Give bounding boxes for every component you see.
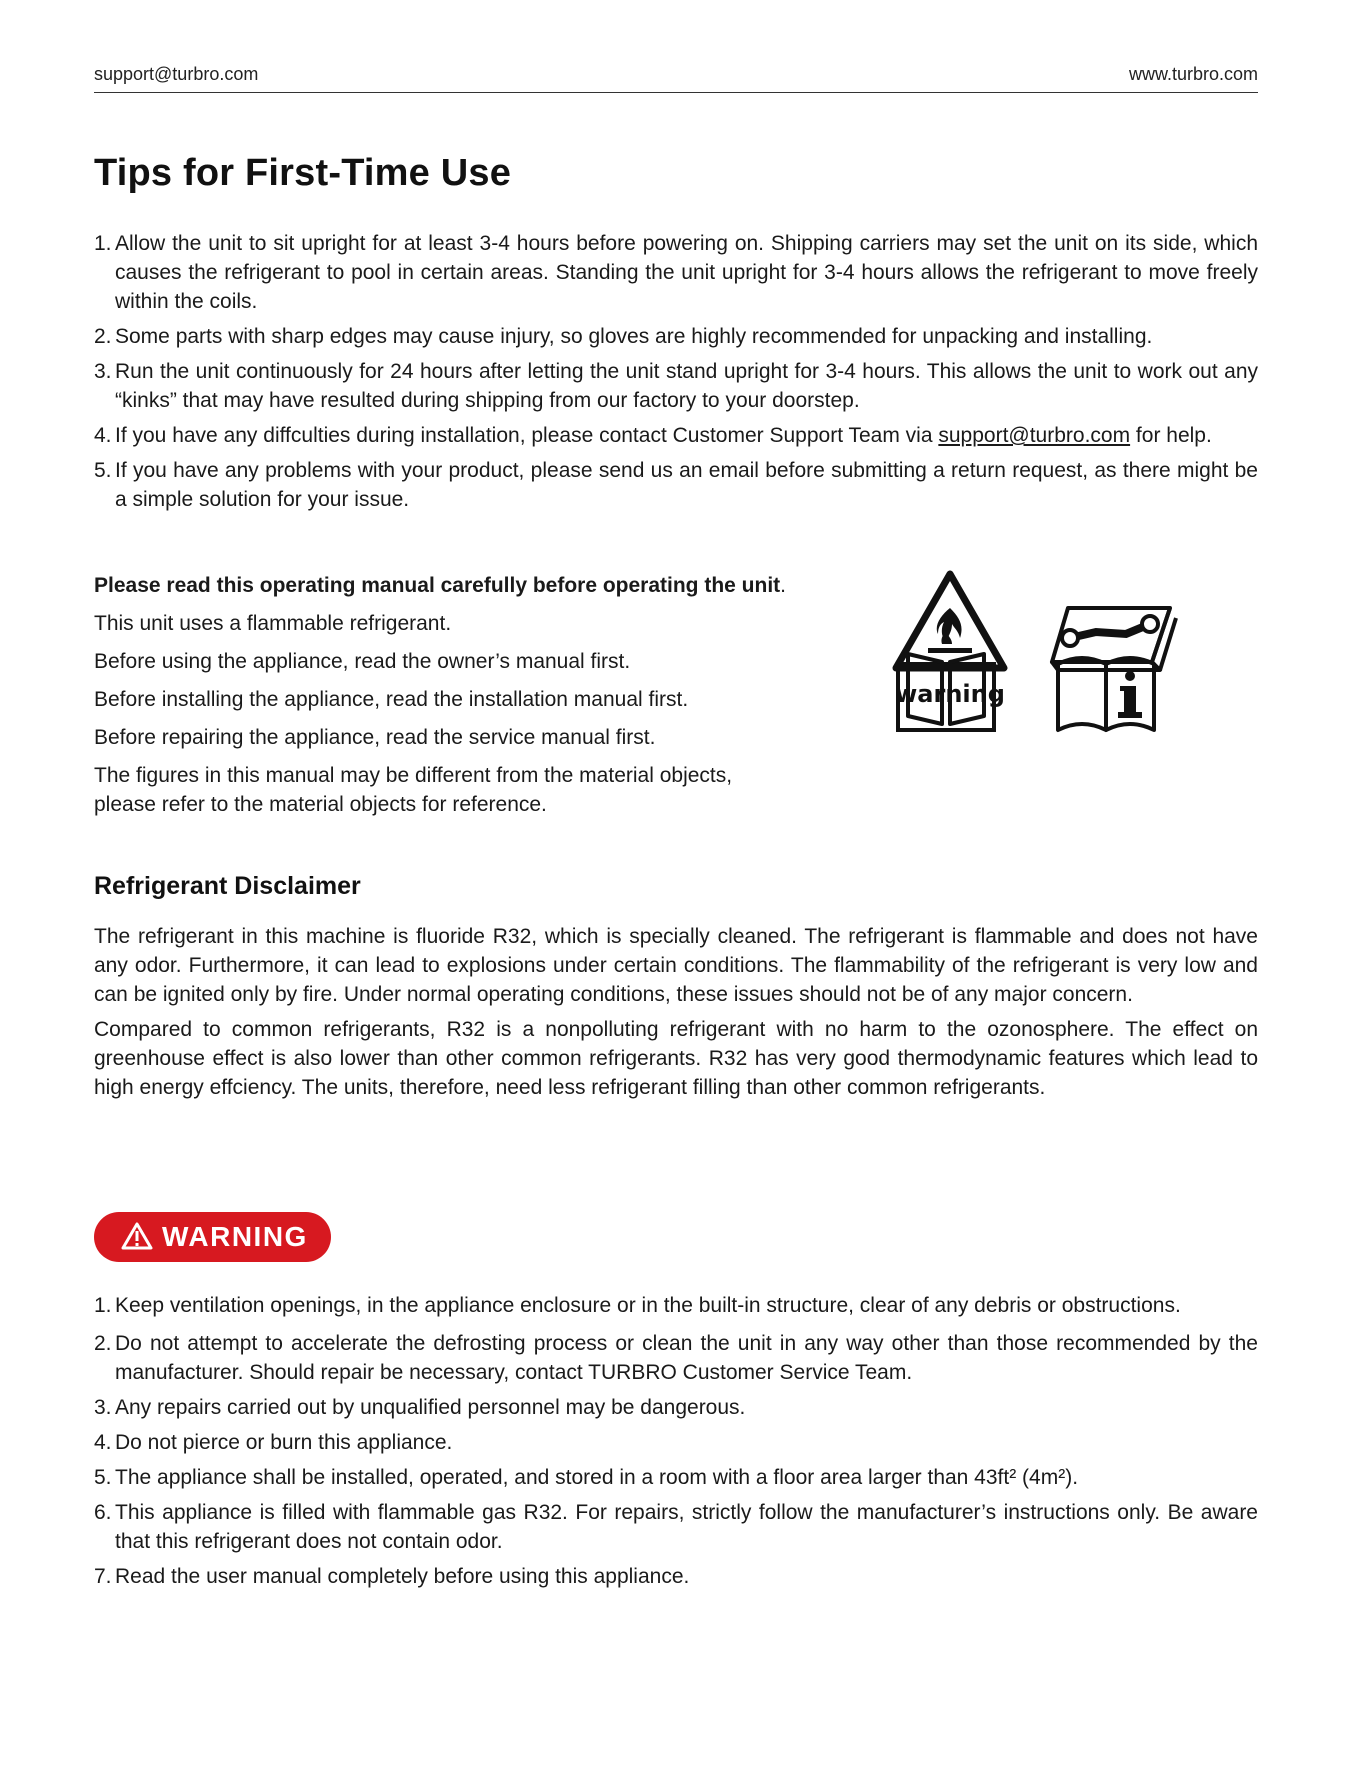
list-item: [94, 1393, 1258, 1422]
warnings-list: [94, 1288, 1258, 1597]
list-item: [94, 1288, 1258, 1323]
operator-manual-icon: [894, 650, 998, 736]
disclaimer-paragraph: Compared to common refrigerants, R32 is a nonpolluting refrigerant with no harm to the ozonosphere. The effect on greenhouse effect is also lower than other common refrigerants. R32 has very good thermodynamic features which lead to high energy effciency. The units, therefore, need less refrigerant filling than other common refrigerants.: [94, 1018, 1258, 1099]
item-text: Run the unit continuously for 24 hours after letting the unit stand upright for 3-4 hours. This allows the unit to work out any “kinks” that may have resulted during shipping from our factory to your doorstep.: [115, 360, 1258, 412]
item-number: 1.: [94, 1294, 112, 1317]
support-email-link[interactable]: support@turbro.com: [938, 424, 1131, 447]
item-text: Do not pierce or burn this appliance.: [115, 1431, 453, 1454]
item-text: If you have any diffculties during installation, please contact Customer Support Team via: [115, 424, 939, 447]
safety-symbols: [890, 568, 1310, 818]
list-item: [94, 1562, 1258, 1591]
page-title: Tips for First-Time Use: [94, 152, 512, 194]
item-number: 2.: [94, 325, 112, 348]
item-number: 3.: [94, 1396, 112, 1419]
warning-label: warning: [895, 680, 1005, 708]
item-number: 4.: [94, 424, 112, 447]
list-item: [94, 1463, 1258, 1492]
information-manual-icon: [1054, 654, 1158, 734]
item-text: The appliance shall be installed, operated, and stored in a room with a floor area larger than 43ft² (4m²).: [115, 1466, 1079, 1489]
disclaimer-paragraph: The refrigerant in this machine is fluoride R32, which is specially cleaned. The refrigerant is flammable and does not have any odor. Furthermore, it can lead to explosions under certain conditions. The flammability of the refrigerant is very low and can be ignited only by fire. Under normal operating conditions, these issues should not be of any major concern.: [94, 925, 1258, 1006]
list-item: [94, 357, 1258, 415]
disclaimer-body: [94, 922, 1258, 1108]
list-item: [94, 421, 1258, 450]
list-item: [94, 456, 1258, 514]
notice-bold-text: Please read this operating manual carefully before operating the unit: [94, 574, 781, 597]
item-text: If you have any problems with your product, please send us an email before submitting a return request, as there might be a simple solution for your issue.: [115, 459, 1258, 511]
item-number: 4.: [94, 1431, 112, 1454]
notice-line: Before repairing the appliance, read the service manual first.: [94, 726, 656, 749]
header-website[interactable]: www.turbro.com: [1128, 64, 1258, 84]
list-item: [94, 1329, 1258, 1387]
item-text: Do not attempt to accelerate the defrosting process or clean the unit in any way other than those recommended by the manufacturer. Should repair be necessary, contact TURBRO Customer Service Team.: [115, 1332, 1258, 1384]
list-item: [94, 1428, 1258, 1457]
list-item: [94, 229, 1258, 316]
item-text: Allow the unit to sit upright for at least 3-4 hours before powering on. Shipping carriers may set the unit on its side, which causes the refrigerant to pool in certain areas. Standing the unit upright for 3-4 hours allows the refrigerant to move freely within the coils.: [115, 232, 1258, 313]
notice-period: .: [780, 574, 787, 597]
manual-page: [94, 0, 1258, 1765]
disclaimer-title: Refrigerant Disclaimer: [94, 872, 361, 900]
item-text: Read the user manual completely before using this appliance.: [115, 1565, 690, 1588]
list-item: [94, 1498, 1258, 1556]
item-text: Any repairs carried out by unqualified personnel may be dangerous.: [115, 1396, 746, 1419]
tips-list: [94, 229, 1258, 520]
manual-notice: [94, 571, 864, 828]
item-text-end: for help.: [1130, 424, 1212, 447]
item-number: 5.: [94, 459, 112, 482]
notice-line: Before installing the appliance, read the installation manual first.: [94, 688, 689, 711]
notice-line: Before using the appliance, read the owner’s manual first.: [94, 650, 631, 673]
item-text: Keep ventilation openings, in the appliance enclosure or in the built-in structure, clear of any debris or obstructions.: [115, 1294, 1181, 1317]
item-number: 5.: [94, 1466, 112, 1489]
item-text: This appliance is filled with flammable gas R32. For repairs, strictly follow the manufacturer’s instructions only. Be aware that this refrigerant does not contain odor.: [115, 1501, 1258, 1553]
item-number: 2.: [94, 1332, 112, 1355]
item-text: Some parts with sharp edges may cause injury, so gloves are highly recommended for unpacking and installing.: [115, 325, 1153, 348]
item-number: 7.: [94, 1565, 112, 1588]
list-item: [94, 322, 1258, 351]
warning-badge-label: WARNING: [162, 1221, 308, 1252]
notice-line: The figures in this manual may be different from the material objects, please refer to the material objects for reference.: [94, 764, 733, 816]
notice-line: This unit uses a flammable refrigerant.: [94, 612, 452, 635]
notice-heading: [94, 571, 864, 600]
item-number: 6.: [94, 1501, 112, 1524]
page-header: [94, 62, 1258, 93]
item-number: 1.: [94, 232, 112, 255]
warning-triangle-icon: [121, 1221, 153, 1251]
header-email[interactable]: support@turbro.com: [94, 64, 259, 84]
item-number: 3.: [94, 360, 112, 383]
warning-badge: [94, 1212, 331, 1262]
